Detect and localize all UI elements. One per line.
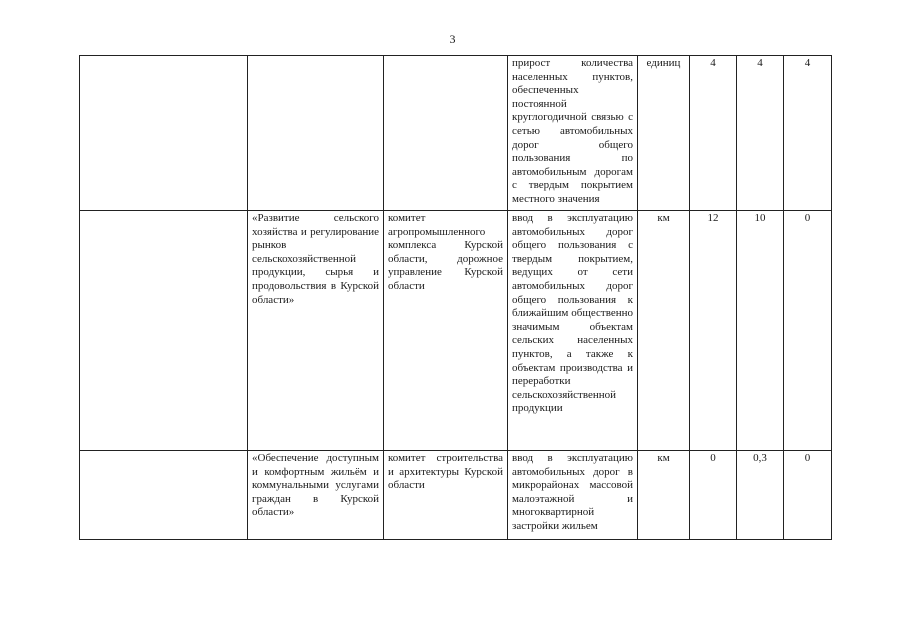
blank-cell [80,56,248,211]
page-number: 3 [449,32,456,46]
value-cell-1: 4 [690,56,737,211]
targets-table [79,55,832,540]
blank-cell [80,211,248,451]
value-cell-1: 0 [690,451,737,540]
executor-cell: комитет строительства и архитектуры Курской области [384,451,508,540]
indicator-cell: ввод в эксплуатацию автомобильных дорог общего пользования с твердым покрытием, ведущих от сети автомобильных дорог общего пользования к ближайшим общественно значимым объектам сельских населенных пунктов, а также к объектам производства и переработки сельскохозяйственной продукции [508,211,638,451]
value-cell-1: 12 [690,211,737,451]
value-cell-2: 0,3 [737,451,784,540]
program-cell: «Обеспечение доступным и комфортным жильём и коммунальными услугами граждан в Курской области» [248,451,384,540]
value-cell-3: 0 [784,451,832,540]
program-cell [248,56,384,211]
unit-cell: единиц [638,56,690,211]
executor-cell: комитет агропромышленного комплекса Курской области, дорожное управление Курской области [384,211,508,451]
value-cell-2: 4 [737,56,784,211]
program-cell: «Развитие сельского хозяйства и регулирование рынков сельскохозяйственной продукции, сырья и продовольствия в Курской области» [248,211,384,451]
executor-cell [384,56,508,211]
value-cell-3: 0 [784,211,832,451]
table-row [80,211,832,451]
table-row [80,56,832,211]
value-cell-3: 4 [784,56,832,211]
unit-cell: км [638,211,690,451]
unit-cell: км [638,451,690,540]
indicator-cell: ввод в эксплуатацию автомобильных дорог в микрорайонах массовой малоэтажной и многоквартирной застройки жильем [508,451,638,540]
value-cell-2: 10 [737,211,784,451]
blank-cell [80,451,248,540]
indicator-cell: прирост количества населенных пунктов, обеспеченных постоянной круглогодичной связью с сетью автомобильных дорог общего пользования по автомобильным дорогам с твердым покрытием местного значения [508,56,638,211]
table-row [80,451,832,540]
